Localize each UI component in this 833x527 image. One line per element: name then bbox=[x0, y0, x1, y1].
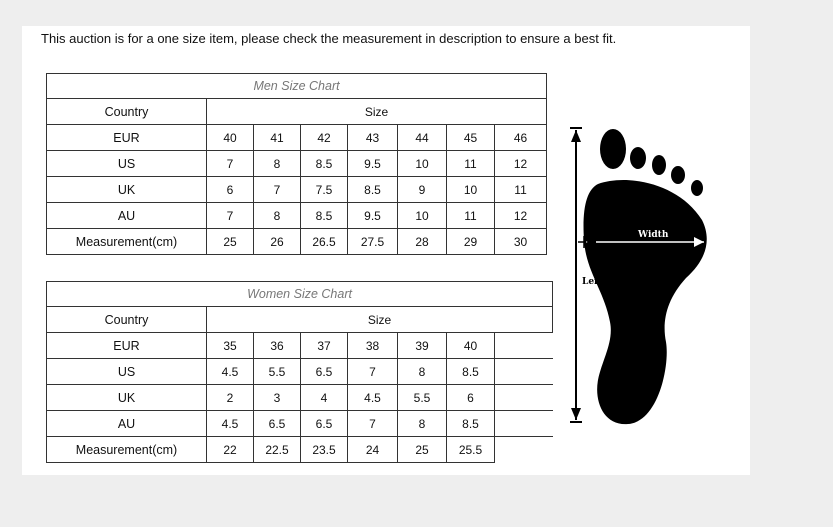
men-size-cell: 6 bbox=[207, 177, 254, 203]
women-size-row bbox=[47, 359, 553, 385]
men-size-header: Size bbox=[207, 99, 547, 125]
women-size-cell: 8 bbox=[398, 359, 447, 385]
men-size-cell: 11 bbox=[495, 177, 547, 203]
women-size-cell: 6.5 bbox=[301, 411, 348, 437]
women-empty-cell bbox=[495, 385, 553, 411]
women-country-header: Country bbox=[47, 307, 207, 333]
men-size-cell: 27.5 bbox=[348, 229, 398, 255]
men-size-cell: 28 bbox=[398, 229, 447, 255]
women-row-label: Measurement(cm) bbox=[47, 437, 207, 463]
men-size-cell: 10 bbox=[398, 203, 447, 229]
men-country-header: Country bbox=[47, 99, 207, 125]
women-size-cell: 35 bbox=[207, 333, 254, 359]
men-size-cell: 45 bbox=[447, 125, 495, 151]
women-size-cell: 22.5 bbox=[254, 437, 301, 463]
men-chart-caption: Men Size Chart bbox=[47, 74, 547, 99]
women-empty-cell bbox=[495, 359, 553, 385]
women-row-label: EUR bbox=[47, 333, 207, 359]
women-size-cell: 40 bbox=[447, 333, 495, 359]
women-size-cell: 38 bbox=[348, 333, 398, 359]
men-row-label: EUR bbox=[47, 125, 207, 151]
toe-icon bbox=[652, 155, 666, 175]
women-row-label: UK bbox=[47, 385, 207, 411]
men-row-label: AU bbox=[47, 203, 207, 229]
men-row-label: Measurement(cm) bbox=[47, 229, 207, 255]
women-caption-row bbox=[47, 282, 553, 307]
men-size-cell: 9.5 bbox=[348, 203, 398, 229]
women-row-label: US bbox=[47, 359, 207, 385]
women-size-cell: 39 bbox=[398, 333, 447, 359]
men-size-cell: 40 bbox=[207, 125, 254, 151]
men-size-cell: 41 bbox=[254, 125, 301, 151]
women-size-header: Size bbox=[207, 307, 553, 333]
men-size-cell: 8 bbox=[254, 151, 301, 177]
men-size-cell: 12 bbox=[495, 151, 547, 177]
women-size-cell: 37 bbox=[301, 333, 348, 359]
footprint-icon bbox=[566, 122, 716, 432]
men-size-cell: 8.5 bbox=[301, 203, 348, 229]
women-empty-cell bbox=[495, 411, 553, 437]
men-size-row bbox=[47, 125, 547, 151]
women-size-cell: 6.5 bbox=[254, 411, 301, 437]
women-size-cell: 4.5 bbox=[207, 411, 254, 437]
women-size-rows bbox=[47, 333, 553, 463]
length-label: Length bbox=[582, 277, 618, 287]
women-size-cell: 24 bbox=[348, 437, 398, 463]
women-size-cell: 23.5 bbox=[301, 437, 348, 463]
women-empty-cell bbox=[495, 333, 553, 359]
women-header-row bbox=[47, 307, 553, 333]
men-size-cell: 44 bbox=[398, 125, 447, 151]
women-size-cell: 5.5 bbox=[398, 385, 447, 411]
women-row-label: AU bbox=[47, 411, 207, 437]
men-size-row bbox=[47, 177, 547, 203]
women-size-cell: 22 bbox=[207, 437, 254, 463]
toe-icon bbox=[630, 147, 646, 169]
men-row-label: UK bbox=[47, 177, 207, 203]
men-size-cell: 46 bbox=[495, 125, 547, 151]
toe-icon bbox=[671, 166, 685, 184]
fit-notice: This auction is for a one size item, please check the measurement in description to ensure a best fit. bbox=[41, 31, 617, 46]
women-size-chart bbox=[46, 281, 553, 463]
big-toe-icon bbox=[600, 129, 626, 169]
men-size-chart bbox=[46, 73, 547, 255]
toe-icon bbox=[691, 180, 703, 196]
women-size-cell: 25 bbox=[398, 437, 447, 463]
women-size-cell: 7 bbox=[348, 411, 398, 437]
men-size-cell: 7.5 bbox=[301, 177, 348, 203]
men-caption-row bbox=[47, 74, 547, 99]
women-size-row bbox=[47, 333, 553, 359]
women-size-cell: 25.5 bbox=[447, 437, 495, 463]
men-size-cell: 10 bbox=[398, 151, 447, 177]
women-size-cell: 8 bbox=[398, 411, 447, 437]
men-size-cell: 11 bbox=[447, 203, 495, 229]
arrow-up-icon bbox=[571, 130, 581, 142]
women-size-cell: 8.5 bbox=[447, 411, 495, 437]
women-size-cell: 7 bbox=[348, 359, 398, 385]
women-chart-caption: Women Size Chart bbox=[47, 282, 553, 307]
women-size-cell: 6.5 bbox=[301, 359, 348, 385]
men-size-cell: 26.5 bbox=[301, 229, 348, 255]
men-size-cell: 11 bbox=[447, 151, 495, 177]
men-size-cell: 29 bbox=[447, 229, 495, 255]
men-size-cell: 10 bbox=[447, 177, 495, 203]
men-size-cell: 30 bbox=[495, 229, 547, 255]
women-size-row bbox=[47, 437, 553, 463]
men-size-cell: 12 bbox=[495, 203, 547, 229]
women-size-row bbox=[47, 411, 553, 437]
men-size-row bbox=[47, 151, 547, 177]
men-size-row bbox=[47, 229, 547, 255]
men-size-cell: 42 bbox=[301, 125, 348, 151]
men-size-cell: 26 bbox=[254, 229, 301, 255]
men-size-cell: 7 bbox=[207, 151, 254, 177]
women-size-cell: 8.5 bbox=[447, 359, 495, 385]
men-row-label: US bbox=[47, 151, 207, 177]
foot-measurement-diagram bbox=[566, 122, 716, 432]
women-size-cell: 4.5 bbox=[207, 359, 254, 385]
men-header-row bbox=[47, 99, 547, 125]
women-size-cell: 6 bbox=[447, 385, 495, 411]
men-size-cell: 9.5 bbox=[348, 151, 398, 177]
men-size-cell: 25 bbox=[207, 229, 254, 255]
men-size-cell: 8.5 bbox=[348, 177, 398, 203]
women-size-cell: 3 bbox=[254, 385, 301, 411]
sole-icon bbox=[584, 180, 707, 424]
women-size-cell: 4.5 bbox=[348, 385, 398, 411]
women-empty-cell bbox=[495, 437, 553, 463]
men-size-rows bbox=[47, 125, 547, 255]
men-size-cell: 9 bbox=[398, 177, 447, 203]
women-size-cell: 5.5 bbox=[254, 359, 301, 385]
women-size-cell: 36 bbox=[254, 333, 301, 359]
men-size-cell: 7 bbox=[207, 203, 254, 229]
men-size-cell: 8 bbox=[254, 203, 301, 229]
men-size-cell: 7 bbox=[254, 177, 301, 203]
men-size-row bbox=[47, 203, 547, 229]
men-size-cell: 8.5 bbox=[301, 151, 348, 177]
women-size-cell: 4 bbox=[301, 385, 348, 411]
women-size-cell: 2 bbox=[207, 385, 254, 411]
women-size-row bbox=[47, 385, 553, 411]
men-size-cell: 43 bbox=[348, 125, 398, 151]
width-label: Width bbox=[638, 230, 669, 240]
arrow-down-icon bbox=[571, 408, 581, 420]
